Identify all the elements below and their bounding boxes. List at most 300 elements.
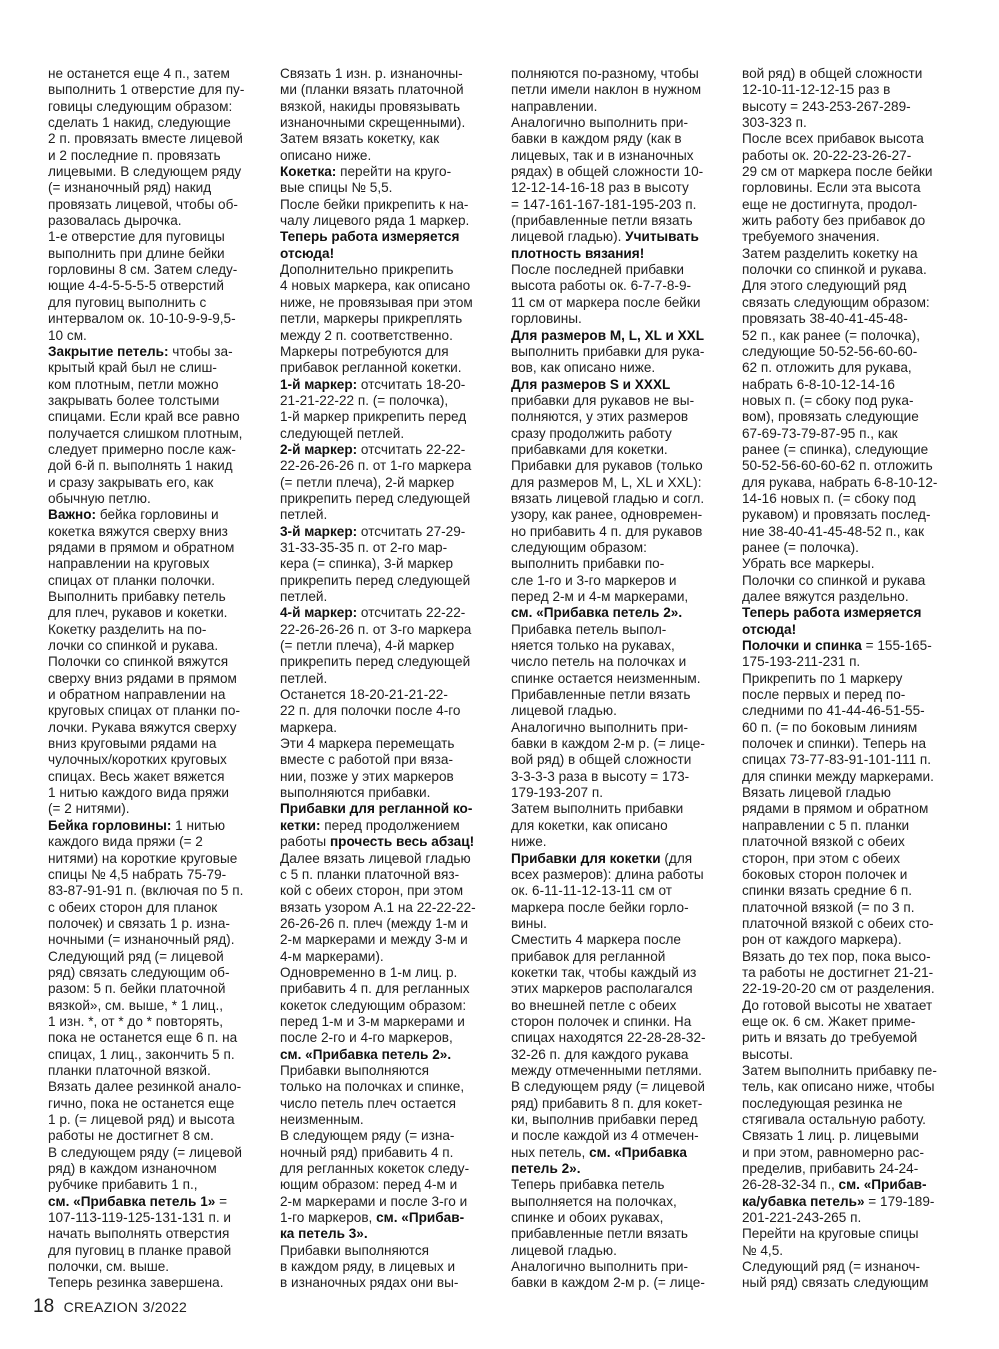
- text-run: число петель на полочках и: [511, 654, 687, 670]
- text-line: [280, 262, 504, 278]
- text-run: лицевой гладью).: [511, 229, 626, 245]
- text-run: каждого вида пряжи (= 2: [48, 834, 203, 850]
- text-line: [48, 654, 272, 670]
- text-run: вязкой, накиды провязывать: [280, 98, 461, 114]
- text-line: [280, 1210, 504, 1226]
- text-line: [742, 1030, 966, 1046]
- text-run: перед 2-м и 4-м маркерами,: [511, 589, 689, 604]
- text-run: для спинки между маркерами.: [742, 768, 934, 784]
- text-run: крытый край был не слиш-: [48, 360, 217, 376]
- text-run: спицах от планки полочки.: [48, 572, 215, 588]
- text-run: 1 р. (= лицевой ряд) и высота: [48, 1112, 235, 1127]
- text-line: [511, 164, 735, 180]
- text-run: во внешней петле с обеих: [511, 997, 677, 1013]
- text-line: [280, 801, 504, 817]
- text-run: перед 1-м и 3-м маркерами и: [280, 1013, 465, 1029]
- text-line: [48, 475, 272, 491]
- text-line: [742, 82, 966, 98]
- text-run: требуемого значения.: [742, 229, 880, 245]
- text-line: [280, 229, 504, 245]
- bold-text: 4-й маркер:: [280, 605, 358, 621]
- text-line: [280, 442, 504, 458]
- text-run: полняются по-разному, чтобы: [511, 66, 699, 81]
- text-line: [511, 507, 735, 523]
- text-run: 22-26-26-26 п. от 1-го маркера: [280, 458, 472, 474]
- text-line: [511, 148, 735, 164]
- text-run: описано ниже.: [280, 147, 372, 163]
- text-run: 10 см.: [48, 327, 87, 343]
- text-line: [742, 736, 966, 752]
- text-run: спицах находятся 22-28-28-32-: [511, 1030, 706, 1046]
- text-run: 303-323 п.: [742, 115, 807, 131]
- text-line: [280, 360, 504, 376]
- text-run: набрать 6-8-10-12-14-16: [742, 376, 895, 392]
- text-run: Полочки со спинкой и рукава: [742, 572, 926, 588]
- text-run: сверху вниз рядами в прямом: [48, 670, 237, 686]
- text-run: 3-3-3-3 раза в высоту = 173-: [511, 768, 690, 784]
- text-line: [742, 605, 966, 621]
- text-run: Связать 1 лиц. р. лицевыми: [742, 1128, 919, 1144]
- text-line: [48, 377, 272, 393]
- text-run: выполнить прибавки для рука-: [511, 343, 705, 359]
- text-line: [511, 654, 735, 670]
- bold-text: Теперь работа измеряется: [742, 605, 922, 621]
- text-run: 1 нитью: [171, 817, 226, 833]
- text-line: [48, 801, 272, 817]
- text-line: [511, 900, 735, 916]
- text-run: вом), провязать следующие: [742, 409, 919, 425]
- text-line: [48, 769, 272, 785]
- text-line: [511, 1030, 735, 1046]
- text-line: [742, 344, 966, 360]
- text-line: [48, 311, 272, 327]
- text-line: [280, 82, 504, 98]
- text-line: [511, 1210, 735, 1226]
- text-run: высоты.: [742, 1046, 793, 1062]
- text-line: [742, 1194, 966, 1210]
- text-run: полняются, у этих размеров: [511, 409, 689, 425]
- text-line: [742, 801, 966, 817]
- text-line: [742, 785, 966, 801]
- text-run: для размеров M, L, XL и XXL):: [511, 474, 702, 490]
- text-run: 83-87-91-91 п. (включая по 5 п.: [48, 883, 244, 899]
- bold-text: петель 2».: [511, 1161, 581, 1177]
- text-run: петли имели наклон в нужном: [511, 82, 702, 98]
- text-run: только на полочках и спинке,: [280, 1079, 465, 1095]
- text-run: Связать 1 изн. р. изнаночны-: [280, 66, 463, 81]
- bold-text: плотность вязания!: [511, 245, 645, 261]
- text-run: для плеч, рукавов и кокетки.: [48, 605, 228, 621]
- bold-text: см. «Прибавка петель 2».: [511, 605, 683, 621]
- text-line: [280, 573, 504, 589]
- text-line: [48, 1161, 272, 1177]
- text-line: [742, 883, 966, 899]
- text-line: [48, 540, 272, 556]
- text-line: [511, 834, 735, 850]
- text-line: [48, 1096, 272, 1112]
- text-line: [48, 1210, 272, 1226]
- text-run: Прибавки выполняются: [280, 1242, 430, 1258]
- text-run: (прибавленные петли вязать: [511, 213, 693, 229]
- text-line: [280, 540, 504, 556]
- text-run: петли, маркеры прикреплять: [280, 311, 463, 327]
- text-line: [48, 573, 272, 589]
- text-run: прибавки для рукавов не вы-: [511, 392, 695, 408]
- text-run: 62 п. отложить для рукава,: [742, 360, 912, 376]
- text-run: но прибавить 4 п. для рукавов: [511, 523, 703, 539]
- text-run: еще ок. 6 см. Жакет приме-: [742, 1013, 916, 1029]
- text-line: [742, 867, 966, 883]
- text-line: [511, 229, 735, 245]
- text-line: [48, 752, 272, 768]
- text-run: чулочных/коротких круговых: [48, 752, 227, 768]
- text-run: вой ряд) в общей сложности: [511, 752, 692, 768]
- text-line: [742, 66, 966, 82]
- bold-text: ка/убавка петель»: [742, 1193, 865, 1209]
- text-line: [742, 638, 966, 654]
- text-run: неизменным.: [280, 1112, 364, 1127]
- text-run: вязать лицевой гладью и согл.: [511, 490, 705, 506]
- text-run: нитями) на короткие круговые: [48, 850, 238, 866]
- text-run: ных петель,: [511, 1144, 590, 1160]
- text-line: [48, 1145, 272, 1161]
- text-line: [511, 818, 735, 834]
- text-run: с обеих сторон для планок: [48, 899, 218, 915]
- text-run: сторон, при этом с обеих: [742, 850, 901, 866]
- text-run: Теперь резинка завершена.: [48, 1275, 224, 1291]
- text-run: лицевой гладью.: [511, 1242, 617, 1258]
- text-run: Маркеры потребуются для: [280, 343, 449, 359]
- text-line: [48, 1063, 272, 1079]
- text-line: [280, 409, 504, 425]
- text-run: лочки. Рукава вяжутся сверху: [48, 719, 237, 735]
- text-line: [742, 900, 966, 916]
- text-line: [280, 458, 504, 474]
- text-run: 12-10-11-12-12-15 раз в: [742, 82, 891, 98]
- text-run: (= петли плеча), 4-й маркер: [280, 638, 455, 654]
- bold-text: Важно:: [48, 507, 97, 523]
- text-line: [280, 556, 504, 572]
- text-line: [280, 654, 504, 670]
- text-run: вины.: [511, 915, 547, 931]
- text-line: [742, 507, 966, 523]
- text-run: петлей.: [280, 670, 328, 686]
- text-line: [742, 524, 966, 540]
- bold-text: Прибавки для кокетки: [511, 850, 661, 866]
- text-line: [742, 703, 966, 719]
- text-run: 21-21-22-22 п. (= полочка),: [280, 392, 449, 408]
- text-run: сле 1-го и 3-го маркеров и: [511, 572, 677, 588]
- text-run: для регланных кокеток следу-: [280, 1161, 470, 1177]
- text-line: [280, 638, 504, 654]
- text-line: [511, 82, 735, 98]
- text-run: между отмеченными петлями.: [511, 1062, 702, 1078]
- bold-text: Закрытие петель:: [48, 343, 169, 359]
- text-line: [511, 458, 735, 474]
- text-line: [280, 311, 504, 327]
- text-line: [280, 769, 504, 785]
- text-run: вместе с работой при вяза-: [280, 752, 453, 768]
- text-run: Сместить 4 маркера после: [511, 932, 681, 948]
- text-run: прикрепить перед следующей: [280, 654, 471, 670]
- text-run: вязкой», см. выше, * 1 лиц.,: [48, 997, 224, 1013]
- text-run: 1-го маркеров,: [280, 1210, 377, 1226]
- text-run: лочки со спинкой и рукава.: [48, 638, 219, 654]
- text-run: чалу лицевого ряда 1 маркер.: [280, 213, 470, 229]
- text-column-3: [511, 66, 735, 1292]
- text-line: [511, 801, 735, 817]
- text-line: [48, 148, 272, 164]
- text-run: работы: [280, 834, 330, 850]
- text-run: сторон полочек и спинки. На: [511, 1013, 692, 1029]
- text-run: в изнаночных рядах они вы-: [280, 1275, 459, 1291]
- text-run: прибавками для кокетки.: [511, 441, 668, 457]
- text-run: провязать 38-40-41-45-48-: [742, 311, 908, 327]
- text-line: [511, 442, 735, 458]
- text-run: 2 п. провязать вместе лицевой: [48, 131, 243, 147]
- text-line: [48, 131, 272, 147]
- text-line: [511, 1177, 735, 1193]
- text-run: кокеток следующим образом:: [280, 997, 467, 1013]
- text-run: После всех прибавок высота: [742, 131, 924, 147]
- text-run: петлей.: [280, 589, 328, 604]
- text-run: Далее вязать лицевой гладью: [280, 850, 471, 866]
- text-line: [742, 851, 966, 867]
- text-line: [280, 752, 504, 768]
- text-line: [280, 1063, 504, 1079]
- text-line: [511, 605, 735, 621]
- text-line: [280, 1047, 504, 1063]
- text-run: лицевых, так и в изнаночных: [511, 147, 694, 163]
- text-line: [280, 1243, 504, 1259]
- text-run: 11 см от маркера после бейки: [511, 294, 701, 310]
- bold-text: см. «Прибав-: [838, 1177, 927, 1193]
- text-line: [742, 1161, 966, 1177]
- text-run: бейка горловины и: [96, 507, 219, 523]
- text-line: [742, 426, 966, 442]
- text-line: [48, 965, 272, 981]
- text-line: [48, 524, 272, 540]
- text-line: [48, 360, 272, 376]
- text-line: [48, 458, 272, 474]
- text-line: [280, 834, 504, 850]
- text-line: [511, 932, 735, 948]
- text-line: [511, 426, 735, 442]
- text-line: [48, 916, 272, 932]
- text-line: [511, 1145, 735, 1161]
- text-line: [742, 752, 966, 768]
- text-line: [742, 475, 966, 491]
- text-run: Прибавка петель выпол-: [511, 621, 667, 637]
- text-line: [511, 851, 735, 867]
- text-run: ющим образом: перед 4-м и: [280, 1177, 458, 1193]
- text-line: [511, 66, 735, 82]
- text-run: прикрепить перед следующей: [280, 490, 471, 506]
- bold-text: Прибавки для регланной ко-: [280, 801, 473, 817]
- text-line: [280, 197, 504, 213]
- text-run: выполнить при длине бейки: [48, 245, 225, 261]
- text-line: [48, 246, 272, 262]
- text-line: [48, 295, 272, 311]
- text-run: перейти на круго-: [336, 164, 452, 180]
- text-run: Перейти на круговые спицы: [742, 1226, 919, 1242]
- text-line: [742, 981, 966, 997]
- text-line: [280, 1128, 504, 1144]
- text-line: [742, 311, 966, 327]
- text-run: 2-м маркерами и между 3-м и: [280, 932, 468, 948]
- text-line: [742, 622, 966, 638]
- text-run: После последней прибавки: [511, 262, 684, 278]
- text-line: [742, 589, 966, 605]
- text-line: [280, 720, 504, 736]
- text-line: [48, 720, 272, 736]
- text-line: [511, 99, 735, 115]
- text-run: спицами. Если край все равно: [48, 409, 240, 425]
- text-column-1: [48, 66, 272, 1292]
- text-line: [280, 785, 504, 801]
- text-line: [48, 278, 272, 294]
- text-run: для рукава, набрать 6-8-10-12-: [742, 474, 938, 490]
- text-line: [511, 1194, 735, 1210]
- text-line: [280, 981, 504, 997]
- text-run: Убрать все маркеры.: [742, 556, 875, 572]
- text-run: 32-26 п. для каждого рукава: [511, 1046, 689, 1062]
- bold-text: см. «Прибавка петель 2».: [280, 1046, 452, 1062]
- text-line: [280, 851, 504, 867]
- text-run: ки, выполнив прибавки перед: [511, 1112, 698, 1127]
- text-run: последующая резинка не: [742, 1095, 903, 1111]
- text-line: [280, 148, 504, 164]
- bold-text: Кокетка:: [280, 164, 337, 180]
- text-run: спинке остается неизменным.: [511, 670, 701, 686]
- text-run: (для: [660, 850, 693, 866]
- text-run: для пуговиц выполнить с: [48, 294, 207, 310]
- text-run: пока не останется еще 6 п. на: [48, 1030, 238, 1046]
- bold-text: 2-й маркер:: [280, 441, 358, 457]
- text-line: [742, 556, 966, 572]
- text-line: [280, 1112, 504, 1128]
- text-run: Аналогично выполнить при-: [511, 1259, 689, 1275]
- text-line: [742, 1047, 966, 1063]
- text-run: рядах) в общей сложности 10-: [511, 164, 704, 180]
- text-line: [742, 965, 966, 981]
- text-run: платочной вязкой с обеих: [742, 834, 905, 850]
- text-run: До готовой высоты не хватает: [742, 997, 933, 1013]
- text-run: ряд) прибавить 8 п. для кокет-: [511, 1095, 703, 1111]
- text-run: спицах 73-77-83-91-101-111 п.: [742, 752, 932, 768]
- text-run: Затем выполнить прибавки: [511, 801, 684, 817]
- text-line: [280, 1014, 504, 1030]
- text-run: вой ряд) в общей сложности: [742, 66, 923, 81]
- text-run: платочной вязкой (= по 3 п.: [742, 899, 915, 915]
- text-line: [511, 295, 735, 311]
- text-line: [280, 605, 504, 621]
- text-run: № 4,5.: [742, 1242, 784, 1258]
- text-line: [48, 785, 272, 801]
- text-run: говицы следующим образом:: [48, 98, 233, 114]
- text-run: и 2 последние п. провязать: [48, 147, 221, 163]
- text-line: [742, 458, 966, 474]
- text-line: [511, 622, 735, 638]
- text-line: [280, 328, 504, 344]
- text-run: 107-113-119-125-131-131 п. и: [48, 1210, 231, 1226]
- text-line: [280, 115, 504, 131]
- text-run: выполнить прибавки по-: [511, 556, 665, 572]
- text-line: [48, 867, 272, 883]
- text-run: направлении на круговых: [48, 556, 210, 572]
- text-line: [742, 246, 966, 262]
- text-line: [742, 295, 966, 311]
- text-line: [742, 1226, 966, 1242]
- text-run: Затем выполнить прибавку пе-: [742, 1062, 937, 1078]
- text-line: [280, 703, 504, 719]
- bold-text: Бейка горловины:: [48, 817, 172, 833]
- text-line: [742, 1275, 966, 1291]
- text-run: дой 6-й п. выполнять 1 накид: [48, 458, 233, 474]
- text-line: [48, 442, 272, 458]
- text-run: 67-69-73-79-87-95 п., как: [742, 425, 898, 441]
- text-line: [48, 851, 272, 867]
- text-run: 201-221-243-265 п.: [742, 1210, 862, 1226]
- text-line: [511, 475, 735, 491]
- text-line: [280, 295, 504, 311]
- text-run: полочек и спинки). Теперь на: [742, 736, 927, 752]
- text-line: [742, 1063, 966, 1079]
- text-line: [742, 1259, 966, 1275]
- text-run: и сразу закрывать его, как: [48, 474, 214, 490]
- text-run: ряд) в каждом изнаночном: [48, 1161, 217, 1177]
- text-line: [280, 867, 504, 883]
- text-line: [511, 131, 735, 147]
- text-line: [280, 883, 504, 899]
- text-run: 179-193-207 п.: [511, 785, 604, 801]
- text-line: [511, 916, 735, 932]
- text-run: ряд) связать следующим об-: [48, 964, 230, 980]
- text-run: 4-м маркерами).: [280, 948, 384, 964]
- text-line: [511, 1014, 735, 1030]
- bold-text: 1-й маркер:: [280, 376, 358, 392]
- text-run: полочек) и связать 1 р. изна-: [48, 915, 230, 931]
- text-run: рукавом) и провязать послед-: [742, 507, 931, 523]
- text-line: [742, 164, 966, 180]
- text-run: 22-19-20-20 см от разделения.: [742, 981, 935, 997]
- text-line: [48, 66, 272, 82]
- text-run: ночный ряд) прибавить 4 п.: [280, 1144, 454, 1160]
- text-run: (= петли плеча), 2-й маркер: [280, 474, 455, 490]
- text-line: [511, 491, 735, 507]
- text-line: [511, 1096, 735, 1112]
- text-run: направлении с 5 п. планки: [742, 817, 910, 833]
- text-run: кокетки так, чтобы каждый из: [511, 964, 697, 980]
- bold-text: Теперь работа измеряется: [280, 229, 460, 245]
- text-run: нии, позже у этих маркеров: [280, 768, 454, 784]
- text-line: [742, 1128, 966, 1144]
- text-line: [48, 998, 272, 1014]
- bold-text: отсюда!: [742, 621, 797, 637]
- text-line: [511, 736, 735, 752]
- text-line: [48, 229, 272, 245]
- text-run: Аналогично выполнить при-: [511, 115, 689, 131]
- text-run: сразу продолжить работу: [511, 425, 672, 441]
- text-line: [280, 246, 504, 262]
- text-run: спицах, 1 лиц., закончить 5 п.: [48, 1046, 235, 1062]
- text-line: [511, 671, 735, 687]
- text-run: тель, как описано ниже, чтобы: [742, 1079, 935, 1095]
- text-line: [742, 687, 966, 703]
- text-line: [48, 1259, 272, 1275]
- bold-text: Для размеров M, L, XL и XXL: [511, 327, 705, 343]
- text-run: бавки в каждом 2-м р. (= лице-: [511, 736, 705, 752]
